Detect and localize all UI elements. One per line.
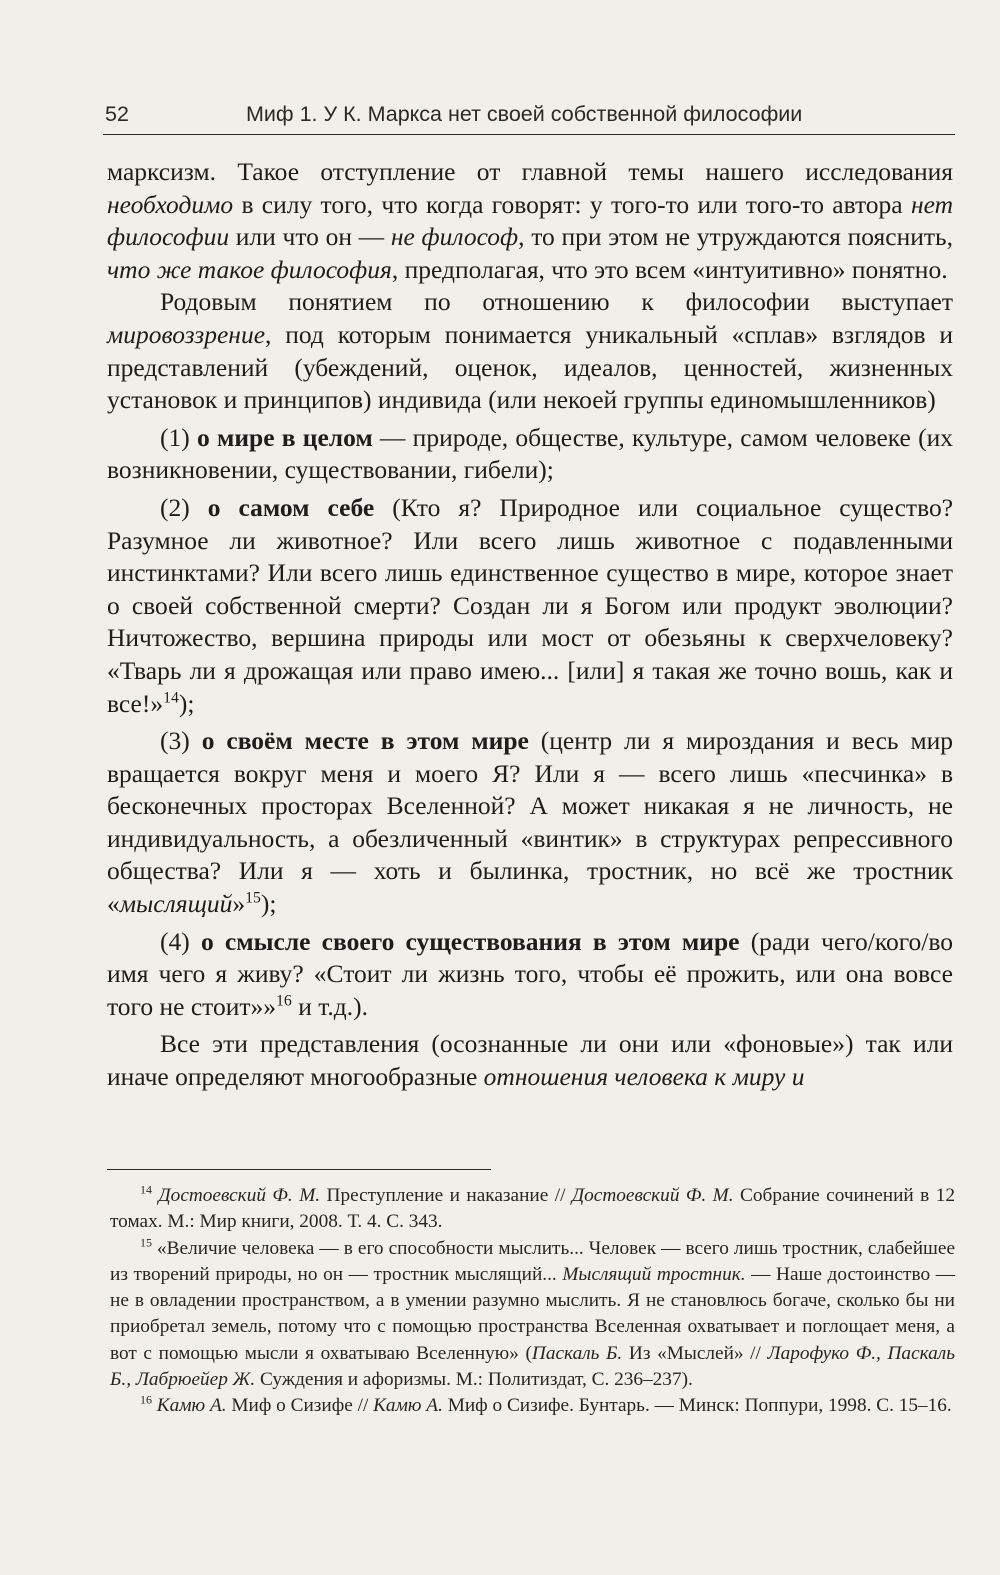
paragraph-7: Все эти представления (осознанные ли они или «фоновые») так или иначе определяют многообразные отношения человека к миру и — [107, 1029, 953, 1092]
footnote-16: $^{16}$ Камю А. Миф о Сизифе // Камю А. Миф о Сизифе. Бунтарь. — Минск: Поппури, 1998. С. 15–16. — [140, 1392, 952, 1417]
footnote-ref-15: 15 — [245, 889, 261, 907]
main-text — [107, 156, 953, 1094]
footnotes — [110, 1183, 955, 1420]
running-title: Миф 1. У К. Маркса нет своей собственной философии — [246, 102, 803, 126]
footnote-15: $^{15}$ «Величие человека — в его способности мыслить... Человек — всего лишь тростник, слабейшее из творений природы, но он — тростник мыслящий... Мыслящий тростник. — Наше достоинство — не в овладении пространством, а в умении разумно мыслить. Я не становлюсь богаче, сколько бы ни приобретал земель, потому что с помощью пространства Вселенная охватывает и поглощает меня, а вот с помощью мысли я охватываю Вселенную» (Паскаль Б. Из «Мыслей» // Ларофуко Ф., Паскаль Б., Лабрюейер Ж. Суждения и афоризмы. М.: Политиздат, С. 236–237). — [110, 1235, 955, 1391]
paragraph-1: марксизм. Такое отступление от главной темы нашего исследования необходимо в силу того, что когда говорят: у того-то или того-то автора нет философии или что он — не философ, то при этом не утруждаются пояснить, что же такое философия, предполагая, что это всем «интуитивно» понятно. — [107, 157, 954, 284]
footnote-ref-14: 14 — [163, 689, 179, 706]
list-item-1: (1) о мире в целом — природе, обществе, культуре, самом человеке (их возникновении, существовании, гибели); — [107, 422, 953, 485]
page-number: 52 — [105, 102, 129, 126]
paragraph-2: Родовым понятием по отношению к философии выступает мировоззрение, под которым понимается уникальный «сплав» взглядов и представлений (убеждений, оценок, идеалов, ценностей, жизненных установок и принципов) индивида (или некоей группы единомышленников) — [107, 287, 953, 415]
list-item-3: (3) о своём месте в этом мире (центр ли я мироздания и весь мир вращается вокруг меня и моего Я? Или я — всего лишь «песчинка» в бесконечных просторах Вселенной? А может никакая я не личность, не индивидуальность, а обезличенный «винтик» в структурах репрессивного общества? Или я — хоть и былинка, тростник, но всё же тростник «мыслящий»$^{15}$); — [107, 726, 953, 919]
footnote-14: $^{14}$ Достоевский Ф. М. Преступление и наказание // Достоевский Ф. М. Собрание сочинений в 12 томах. М.: Мир книги, 2008. Т. 4. С. 343. — [110, 1182, 955, 1233]
footnote-separator — [107, 1169, 491, 1170]
list-item-4: (4) о смысле своего существования в этом мире (ради чего/кого/во имя чего я живу? «Стоит ли жизнь того, чтобы её прожить, или она вовсе того не стоит»»$^{16}$ и т.д.). — [107, 926, 953, 1021]
page-header — [103, 94, 955, 135]
footnote-ref-16: 16 — [276, 992, 292, 1010]
list-item-2: (2) о самом себе (Кто я? Природное или социальное существо? Разумное ли животное? Или всего лишь животное с подавленными инстинктами? Или всего лишь единственное существо в мире, которое знает о своей собственной смерти? Создан ли я Богом или продукт эволюции? Ничтожество, вершина природы или мост от обезьяны к сверхчеловеку? «Тварь ли я дрожащая или право имею... [или] я такая же точно вошь, как и все!»$^{14}$); — [107, 492, 954, 718]
